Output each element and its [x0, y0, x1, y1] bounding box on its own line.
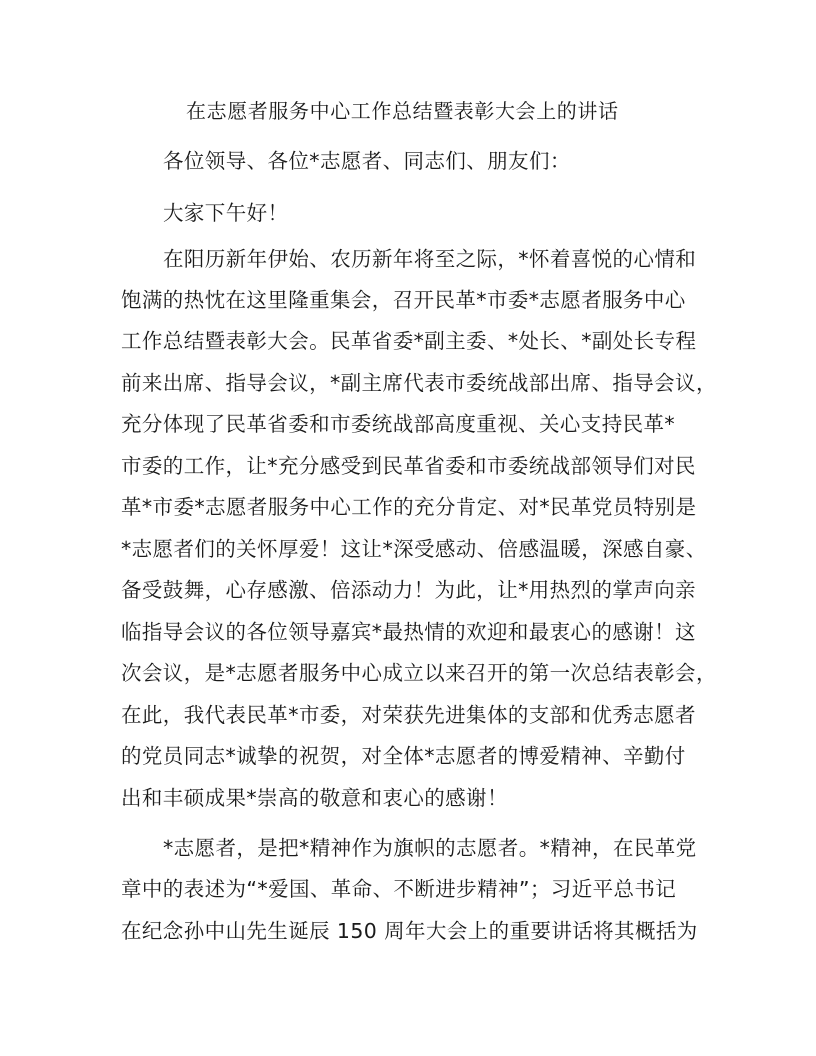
paragraph-line: 革*市委*志愿者服务中心工作的充分肯定、对*民革党员特别是 [121, 495, 697, 519]
paragraph-line: 饱满的热忱在这里隆重集会，召开民革*市委*志愿者服务中心 [121, 288, 686, 312]
paragraph-line: 临指导会议的各位领导嘉宾*最热情的欢迎和最衷心的感谢！这 [121, 620, 696, 644]
salutation: 各位领导、各位*志愿者、同志们、朋友们： [163, 149, 571, 173]
paragraph-line: 前来出席、指导会议，*副主席代表市委统战部出席、指导会议， [121, 371, 717, 395]
paragraph-line: 工作总结暨表彰大会。民革省委*副主委、*处长、*副处长专程 [121, 329, 697, 353]
paragraph-line: 在阳历新年伊始、农历新年将至之际，*怀着喜悦的心情和 [163, 247, 697, 271]
paragraph-line: *志愿者们的关怀厚爱！这让*深受感动、倍感温暖，深感自豪、 [121, 537, 707, 561]
paragraph-line: 出和丰硕成果*崇高的敬意和衷心的感谢！ [121, 786, 508, 810]
paragraph-line: 充分体现了民革省委和市委统战部高度重视、关心支持民革* [121, 412, 676, 436]
paragraph-line: *志愿者，是把*精神作为旗帜的志愿者。*精神，在民革党 [163, 836, 697, 860]
greeting: 大家下午好！ [163, 201, 289, 225]
paragraph-line: 备受鼓舞，心存感激、倍添动力！为此，让*用热烈的掌声向亲 [121, 578, 696, 602]
paragraph-line: 在纪念孙中山先生诞辰 150 周年大会上的重要讲话将其概括为 [121, 919, 698, 943]
document-title: 在志愿者服务中心工作总结暨表彰大会上的讲话 [186, 99, 619, 123]
paragraph-line: 章中的表述为“*爱国、革命、不断进步精神”；习近平总书记 [121, 877, 677, 901]
paragraph-line: 次会议，是*志愿者服务中心成立以来召开的第一次总结表彰会， [121, 661, 717, 685]
paragraph-line: 市委的工作，让*充分感受到民革省委和市委统战部领导们对民 [121, 454, 696, 478]
paragraph-line: 的党员同志*诚挚的祝贺，对全体*志愿者的博爱精神、辛勤付 [121, 744, 686, 768]
paragraph-line: 在此，我代表民革*市委，对荣获先进集体的支部和优秀志愿者 [121, 703, 696, 727]
